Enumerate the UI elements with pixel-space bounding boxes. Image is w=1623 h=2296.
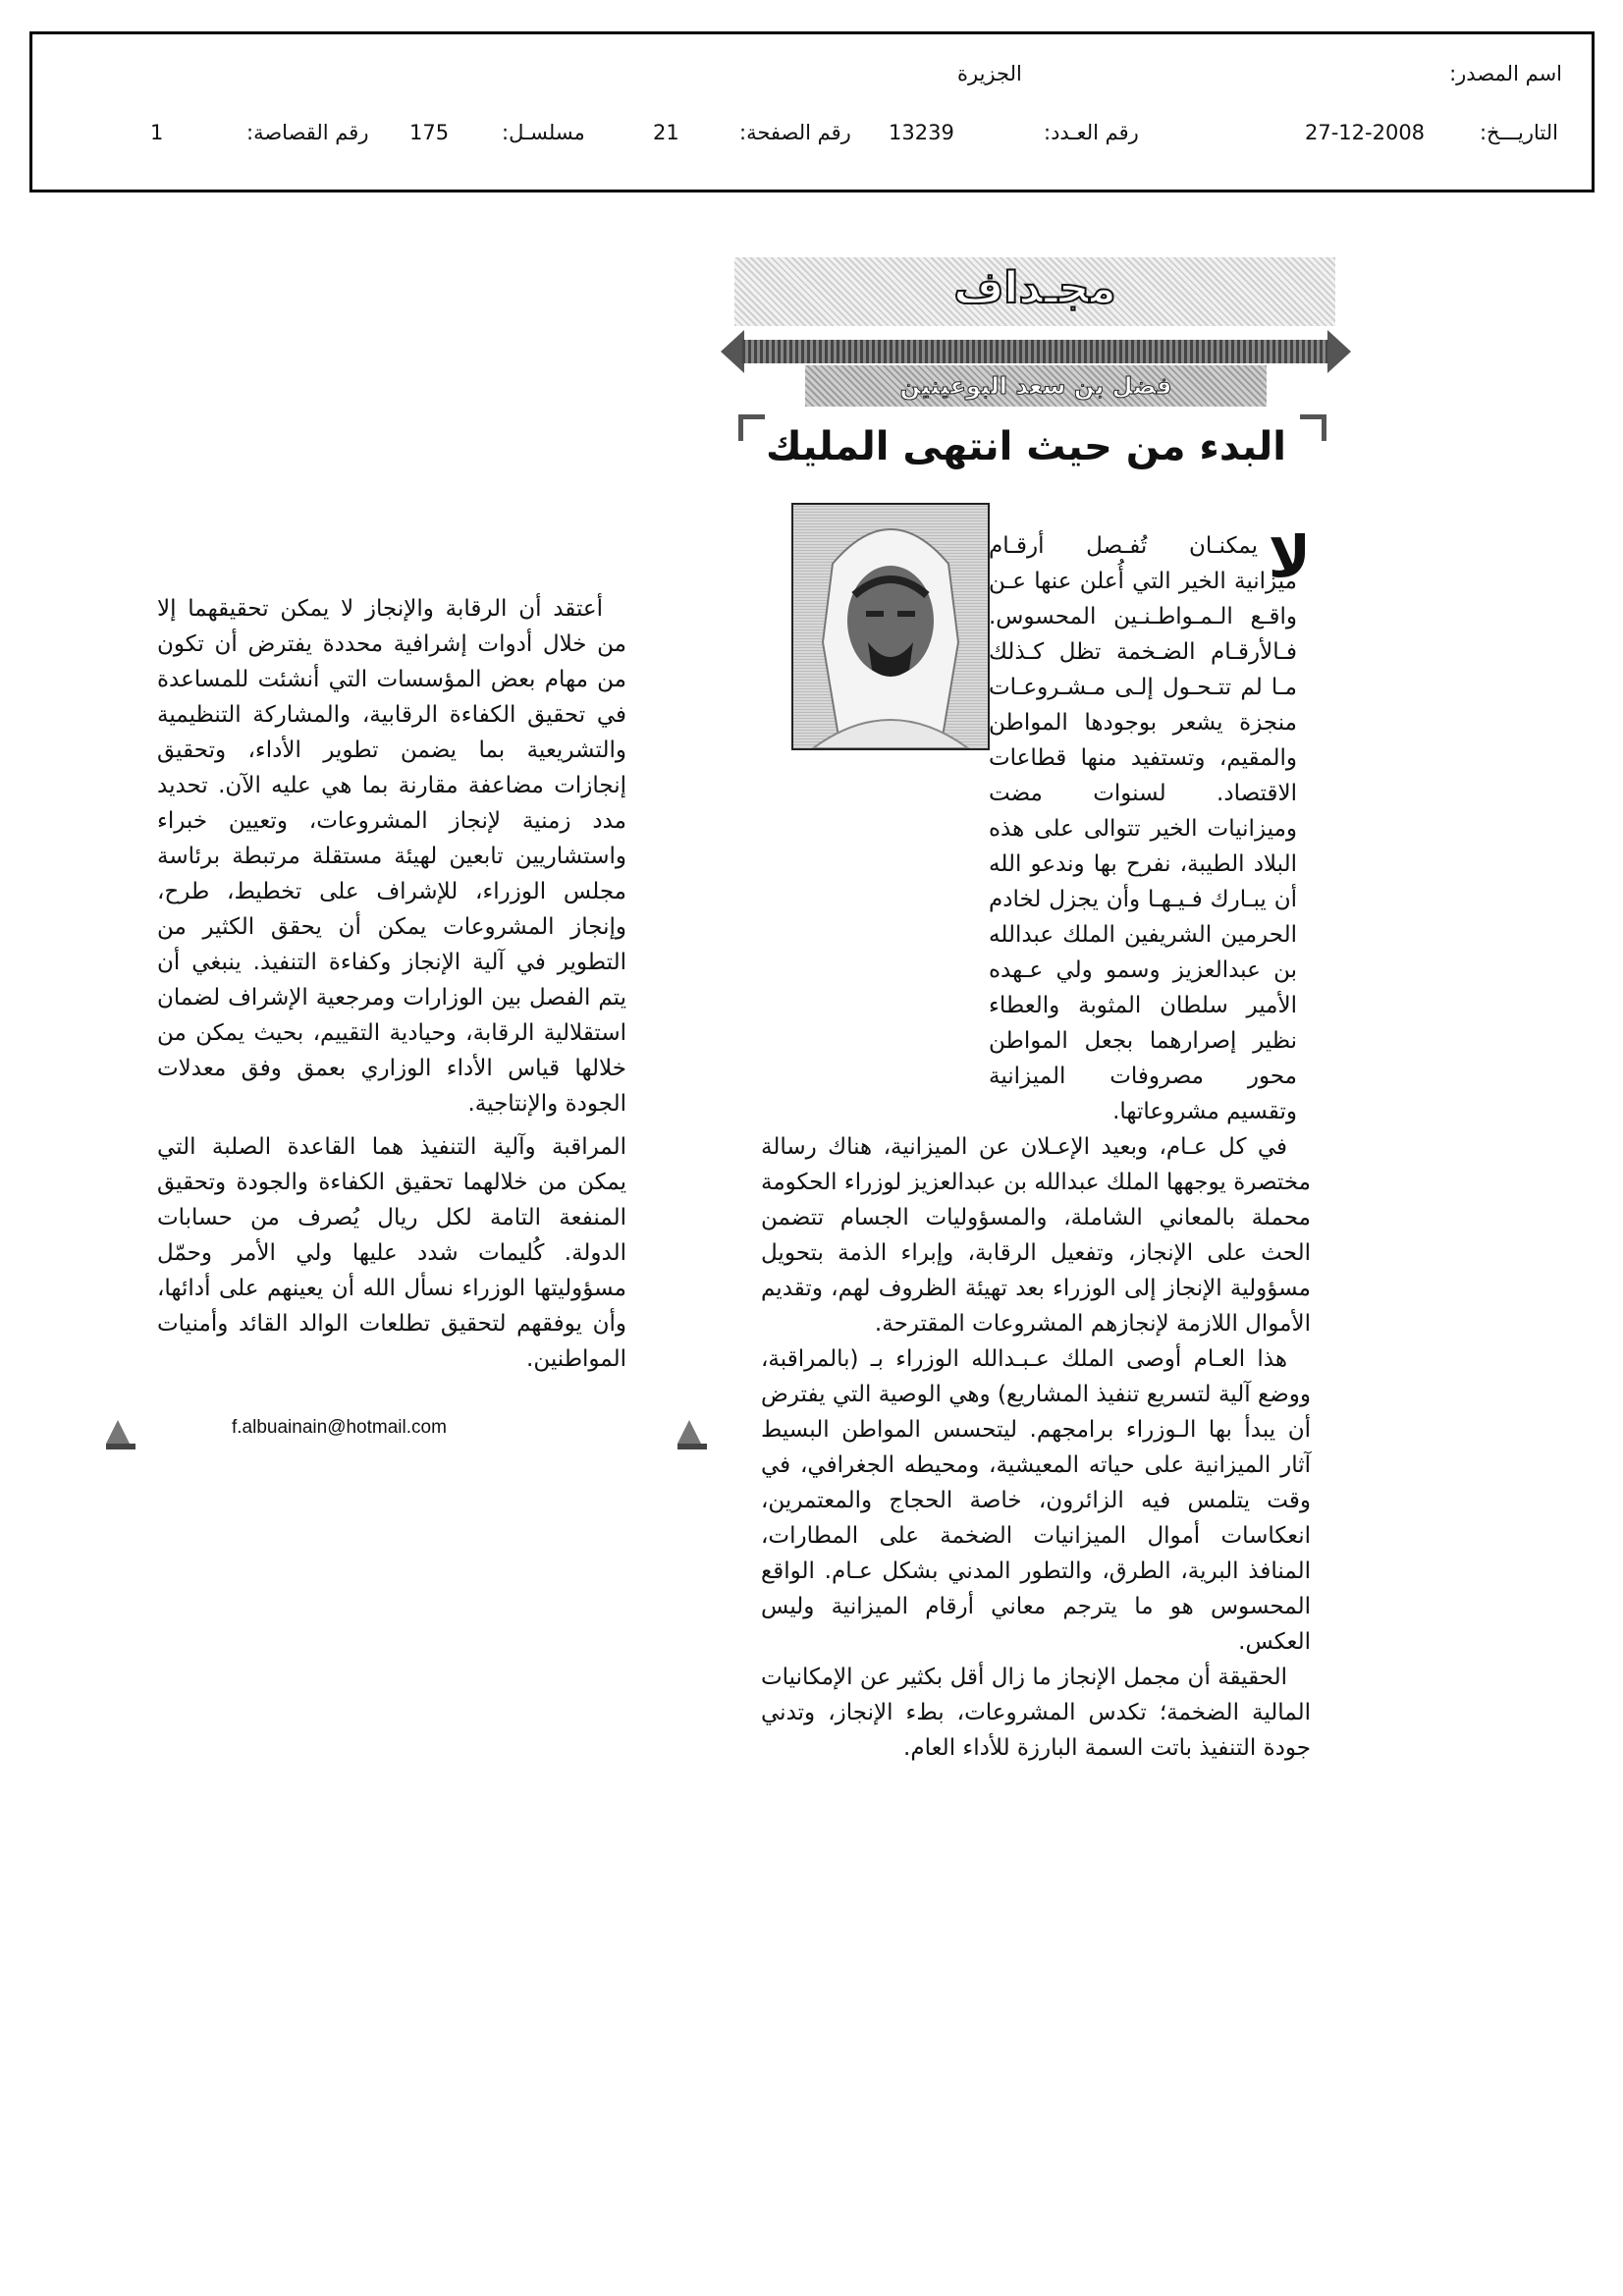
date-label: التاريـــخ: [1479, 121, 1558, 144]
page-label: رقم الصفحة: [739, 121, 851, 144]
column-name: مجـداف [953, 263, 1116, 313]
paragraph-6: المراقبة وآلية التنفيذ هما القاعدة الصلبة التي يمكن من خلالهما تحقيق الكفاءة والجودة وتحقيق المنفعة التامة لكل ريال يُصرف من حسابات الدولة. كُليمات شدد عليها ولي الأمر وحمّل مسؤوليتها الوزراء نسأل الله أن يعينهم على أدائها، وأن يوفقهم لتحقيق تطلعات الوالد القائد وأمنيات المواطنين. [157, 1134, 626, 1372]
page-value: 21 [653, 121, 679, 144]
banner-arrow-left [721, 330, 744, 373]
banner-arrow-right [1327, 330, 1351, 373]
ornament-left [106, 1420, 135, 1449]
clipping-header [29, 31, 1595, 192]
paragraph-3: هذا العـام أوصى الملك عـبـدالله الوزراء بـ (بالمراقبة، ووضع آلية لتسريع تنفيذ المشاريع) وهي الوصية التي يفترض أن يبدأ بها الـوزراء برامجهم. ليتحسس المواطن البسيط آثار الميزانية على حياته المعيشية، ومحيطه الجغرافي، في وقت يتلمس فيه الزائرون، خاصة الحجاج والمعتمرين، انعكاسات أموال الميزانيات الضخمة على المطارات، المنافذ البرية، الطرق، والتطور المدني بشكل عـام. الواقع المحسوس هو ما يترجم معاني أرقام الميزانية وليس العكس. [761, 1346, 1311, 1655]
article-headline: البدء من حيث انتهى المليك [766, 424, 1286, 469]
author-name: فضل بن سعد البوعينين [899, 372, 1172, 400]
ornament-right [677, 1420, 707, 1449]
paragraph-4: الحقيقة أن مجمل الإنجاز ما زال أقل بكثير عن الإمكانيات المالية الضخمة؛ تكدس المشروعات، بطء الإنجاز، وتدني جودة التنفيذ باتت السمة البارزة للأداء العام. [761, 1665, 1311, 1761]
serial-value: 175 [409, 121, 450, 144]
headline-corner-tl [738, 414, 765, 441]
drop-cap: لا [1268, 523, 1311, 590]
clip-value: 1 [150, 121, 164, 144]
banner-band [742, 340, 1327, 363]
paragraph-5: أعتقد أن الرقابة والإنجاز لا يمكن تحقيقهما إلا من خلال أدوات إشرافية محددة يفترض أن تكون من مهام بعض المؤسسات التي أنشئت للمساعدة في تحقيق الكفاءة الرقابية، والمشاركة التنظيمية والتشريعية بما يضمن تطوير الأداء، وتحقيق إنجازات مضاعفة مقارنة بما هي عليه الآن. تحديد مدد زمنية لإنجاز المشروعات، وتعيين خبراء واستشاريين تابعين لهيئة مستقلة مرتبطة برئاسة مجلس الوزراء، للإشراف على تخطيط، طرح، وإنجاز المشروعات يمكن أن يحقق الكثير من التطوير في آلية الإنجاز وكفاءة التنفيذ. ينبغي أن يتم الفصل بين الوزارات ومرجعية الإشراف لضمان استقلالية الرقابة، وحيادية التقييم، بحيث يمكن من خلالها قياس الأداء الوزاري بعمق وفق معدلات الجودة والإنتاجية. [157, 596, 626, 1117]
issue-value: 13239 [889, 121, 954, 144]
article-right-column [761, 523, 1311, 1766]
source-value: الجزيرة [957, 62, 1022, 85]
author-bar [805, 365, 1267, 407]
paragraph-2: في كل عـام، وبعيد الإعـلان عن الميزانية، هناك رسالة مختصرة يوجهها الملك عبدالله بن عبدالعزيز لوزراء الحكومة محملة بالمعاني الشاملة، والمسؤوليات الجسام تتضمن الحث على الإنجاز، وتفعيل الرقابة، وإبراء الذمة بتحويل مسؤولية الإنجاز إلى الوزراء بعد تهيئة الظروف لهم، وتقديم الأموال اللازمة لإنجازهم المشروعات المقترحة. [761, 1134, 1311, 1337]
headline-corner-tr [1300, 414, 1326, 441]
clip-label: رقم القصاصة: [246, 121, 369, 144]
issue-label: رقم العـدد: [1044, 121, 1139, 144]
date-value: 27-12-2008 [1305, 121, 1426, 144]
source-label: اسم المصدر: [1449, 62, 1562, 85]
article-left-column [157, 591, 626, 1377]
paragraph-1: يمكنـان تُفـصل أرقـام ميزانية الخير التي أُعلن عنها عـن واقـع الـمـواطـنـين المحسوس. فـالأرقـام الضـخمة تظل كـذلك مـا لم تتـحـول إلـى مـشـروعـات منجزة يشعر بوجودها المواطن والمقيم، وتستفيد منها قطاعات الاقتصاد. لسنوات مضت وميزانيات الخير تتوالى على هذه البلاد الطيبة، نفرح بها وندعو الله أن يبـارك فـيـهـا وأن يجزل لخادم الحرمين الشريفين الملك عبدالله بن عبدالعزيز وسمو ولي عـهده الأمير سلطان المثوبة والعطاء نظير إصرارهما بجعل المواطن محور مصروفات الميزانية وتقسيم مشروعاتها. [989, 533, 1297, 1124]
author-email: f.albuainain@hotmail.com [232, 1417, 447, 1438]
lead-block [761, 523, 1311, 1129]
serial-label: مسلسـل: [502, 121, 585, 144]
column-banner [734, 257, 1335, 326]
